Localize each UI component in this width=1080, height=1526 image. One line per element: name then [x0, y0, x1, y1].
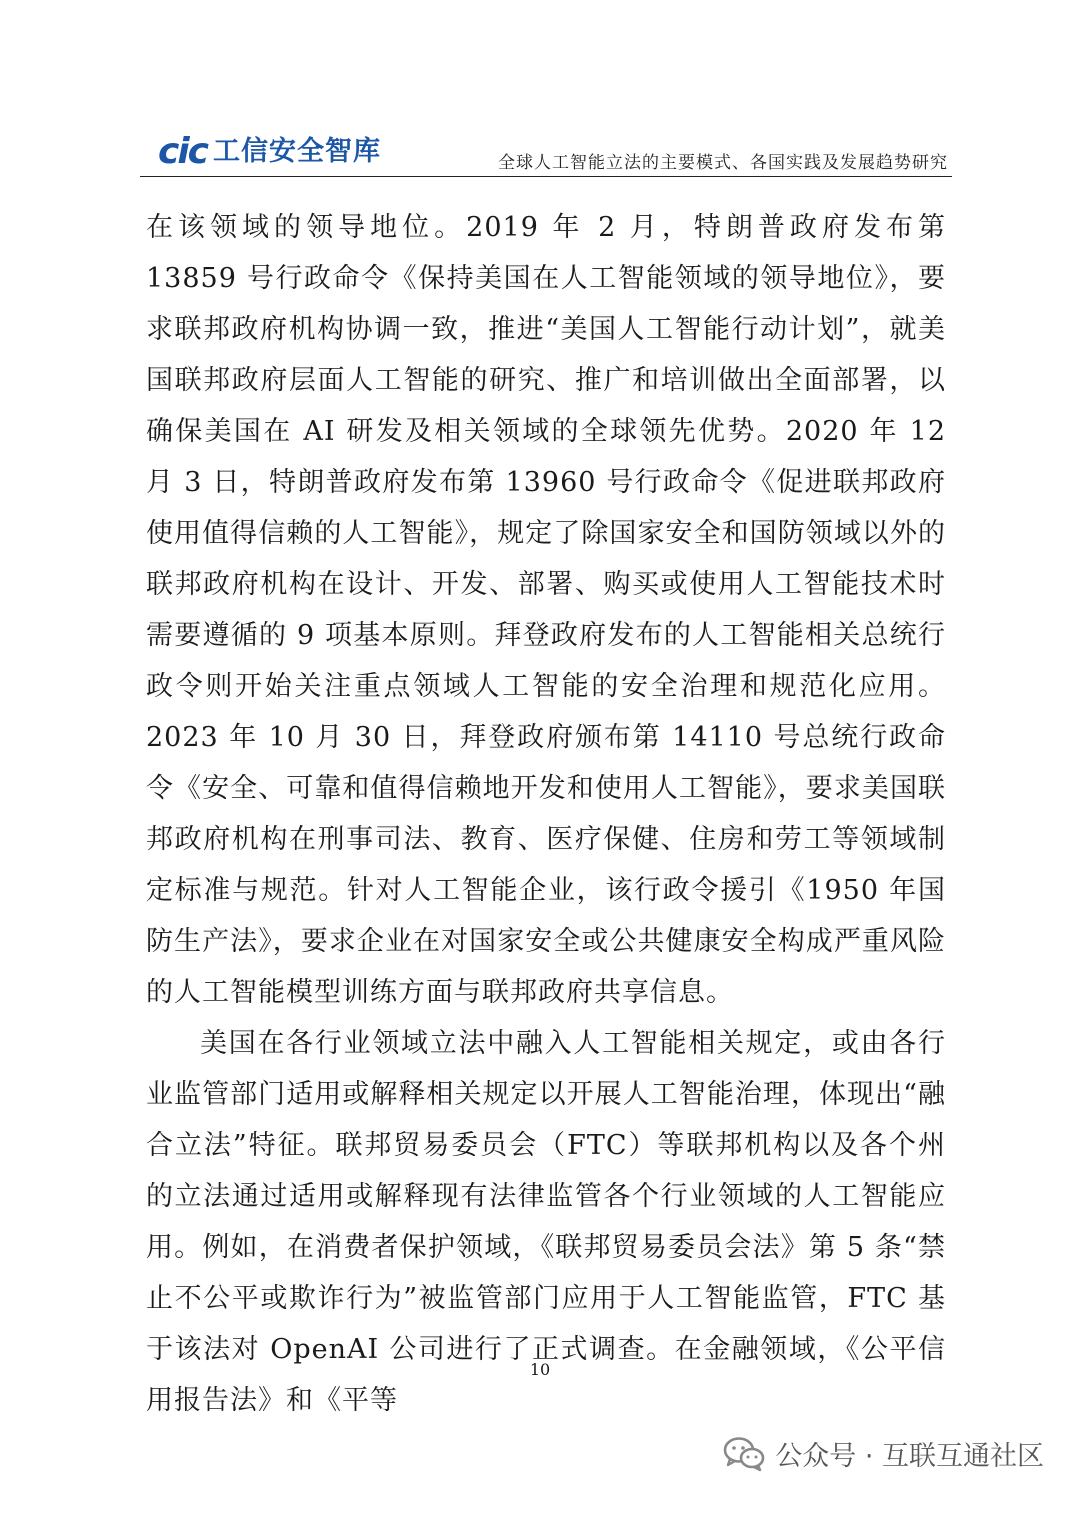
body-text: [146, 202, 946, 1426]
page-header: [140, 128, 952, 176]
report-title: 全球人工智能立法的主要模式、各国实践及发展趋势研究: [498, 153, 948, 173]
logo-text: 工信安全智库: [213, 136, 382, 167]
watermark-text: 公众号 · 互联互通社区: [775, 1441, 1044, 1472]
paragraph-1: 在该领域的领导地位。2019 年 2 月，特朗普政府发布第 13859 号行政命令《保持美国在人工智能领域的领导地位》，要求联邦政府机构协调一致，推进“美国人工智能行动计划”，就美国联邦政府层面人工智能的研究、推广和培训做出全面部署，以确保美国在 AI 研发及相关领域的全球领先优势。2020 年 12 月 3 日，特朗普政府发布第 13960 号行政命令《促进联邦政府使用值得信赖的人工智能》，规定了除国家安全和国防领域以外的联邦政府机构在设计、开发、部署、购买或使用人工智能技术时需要遵循的 9 项基本原则。拜登政府发布的人工智能相关总统行政令则开始关注重点领域人工智能的安全治理和规范化应用。2023 年 10 月 30 日，拜登政府颁布第 14110 号总统行政命令《安全、可靠和值得信赖地开发和使用人工智能》，要求美国联邦政府机构在刑事司法、教育、医疗保健、住房和劳工等领域制定标准与规范。针对人工智能企业，该行政令援引《1950 年国防生产法》，要求企业在对国家安全或公共健康安全构成严重风险的人工智能模型训练方面与联邦政府共享信息。: [146, 212, 946, 1008]
paragraph-2: 美国在各行业领域立法中融入人工智能相关规定，或由各行业监管部门适用或解释相关规定以开展人工智能治理，体现出“融合立法”特征。联邦贸易委员会（FTC）等联邦机构以及各个州的立法通过适用或解释现有法律监管各个行业领域的人工智能应用。例如，在消费者保护领域，《联邦贸易委员会法》第 5 条“禁止不公平或欺诈行为”被监管部门应用于人工智能监管，FTC 基于该法对 OpenAI 公司进行了正式调查。在金融领域，《公平信用报告法》和《平等: [146, 1028, 946, 1416]
header-divider: [140, 176, 952, 177]
page-number: 10: [529, 1360, 551, 1379]
cic-logo: [158, 132, 381, 172]
wechat-icon: [723, 1436, 765, 1472]
watermark: [723, 1434, 1044, 1473]
logo-mark: cic: [158, 131, 208, 172]
